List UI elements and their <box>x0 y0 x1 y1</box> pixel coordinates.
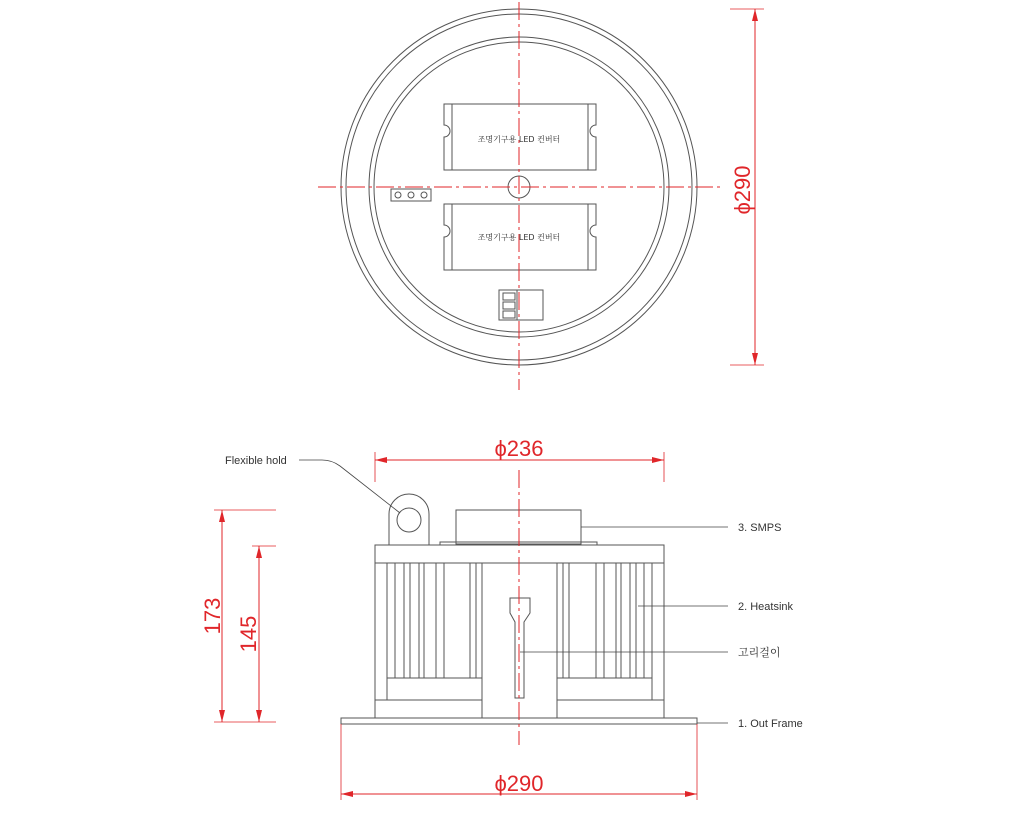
converter-lower <box>444 204 596 270</box>
callout-hook <box>520 645 781 659</box>
callout-flexible-hold-label: Flexible hold <box>225 455 287 467</box>
callout-heatsink-label: 2. Heatsink <box>738 601 794 613</box>
hook <box>510 598 530 698</box>
flexible-hold <box>389 494 429 545</box>
callout-flexible-hold <box>225 455 400 513</box>
callout-hook-label: 고리걸이 <box>738 647 781 659</box>
callout-out-frame <box>697 718 803 730</box>
terminal-block-bottom <box>499 290 543 320</box>
side-bottom-diameter-label: ϕ290 <box>494 771 544 796</box>
top-view-diameter-dimension <box>730 9 764 365</box>
converter-upper <box>444 104 596 170</box>
callout-out-frame-label: 1. Out Frame <box>738 718 803 730</box>
side-top-diameter-label: ϕ236 <box>494 436 544 461</box>
height-body-dimension <box>236 546 276 722</box>
top-view-diameter-label: ϕ290 <box>730 165 755 215</box>
converter-lower-label: 조명기구용 LED 컨버터 <box>477 233 561 242</box>
callout-heatsink <box>638 601 794 613</box>
callout-smps <box>581 522 781 534</box>
converter-upper-label: 조명기구용 LED 컨버터 <box>477 135 561 144</box>
top-view <box>318 2 764 390</box>
callout-smps-label: 3. SMPS <box>738 522 782 534</box>
terminal-block-left <box>391 189 431 201</box>
side-view <box>200 436 803 800</box>
height-body-label: 145 <box>236 615 261 653</box>
height-total-label: 173 <box>200 597 225 635</box>
